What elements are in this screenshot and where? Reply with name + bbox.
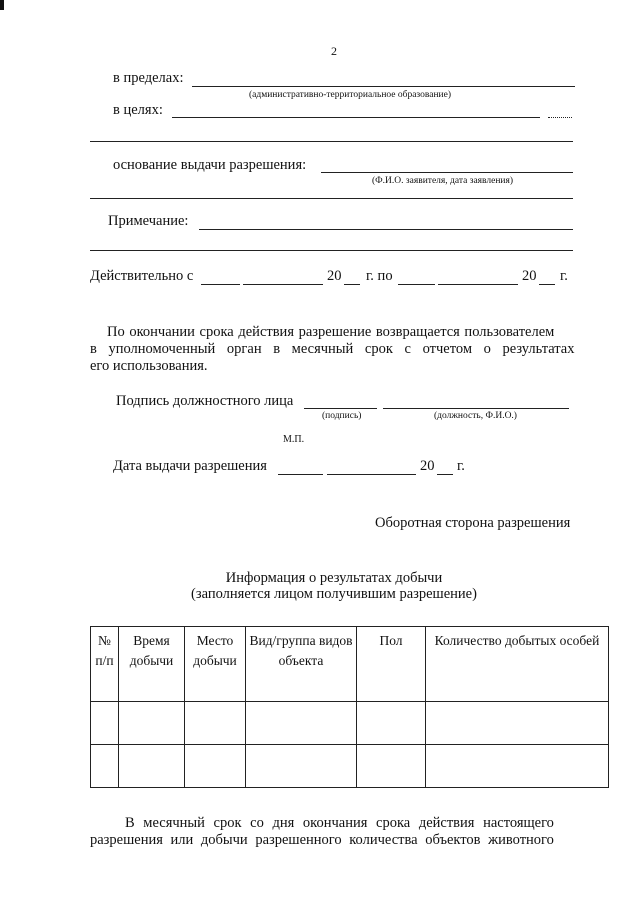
return-line-2: в уполномоченный орган в месячный срок с отчетом о результатах xyxy=(90,341,575,357)
info-title: Информация о результатах добычи xyxy=(225,570,443,586)
issue-year: 20 xyxy=(420,458,435,474)
table-cell[interactable] xyxy=(119,745,185,788)
signature-line xyxy=(304,408,377,409)
basis-line xyxy=(321,172,573,173)
note-label: Примечание: xyxy=(108,213,189,229)
valid-month-1-line xyxy=(243,284,323,285)
table-row xyxy=(91,745,609,788)
purpose-line-tail xyxy=(548,117,572,118)
purpose-label: в целях: xyxy=(113,102,163,118)
valid-g: г. xyxy=(560,268,568,284)
valid-from-label: Действительно с xyxy=(90,268,194,284)
header-sex: Пол xyxy=(357,627,426,702)
purpose-line-2 xyxy=(90,141,573,142)
issue-year-line xyxy=(437,474,453,475)
page-number: 2 xyxy=(331,44,337,58)
table-cell[interactable] xyxy=(119,702,185,745)
valid-to-label: г. по xyxy=(366,268,393,284)
table-cell[interactable] xyxy=(357,745,426,788)
valid-month-2-line xyxy=(438,284,518,285)
limits-caption: (административно-территориальное образование) xyxy=(249,90,452,100)
issue-g: г. xyxy=(457,458,465,474)
table-cell[interactable] xyxy=(426,745,609,788)
reverse-side-title: Оборотная сторона разрешения xyxy=(375,515,571,531)
table-cell[interactable] xyxy=(246,745,357,788)
issue-day-line xyxy=(278,474,323,475)
valid-year-1: 20 xyxy=(327,268,342,284)
return-line-1: По окончании срока действия разрешение возвращается пользователем xyxy=(107,324,555,340)
closing-line-2: разрешения или добычи разрешенного количества объектов животного xyxy=(90,832,554,848)
limits-line xyxy=(192,86,575,87)
table-cell[interactable] xyxy=(91,745,119,788)
results-table xyxy=(90,626,609,788)
table-header-row xyxy=(91,627,609,702)
info-subtitle: (заполняется лицом получившим разрешение) xyxy=(191,586,477,602)
limits-label: в пределах: xyxy=(113,70,184,86)
valid-year-2-line xyxy=(539,284,555,285)
signature-caption: (подпись) xyxy=(322,411,362,421)
table-cell[interactable] xyxy=(91,702,119,745)
closing-line-1: В месячный срок со дня окончания срока действия настоящего xyxy=(125,815,554,831)
position-caption: (должность, Ф.И.О.) xyxy=(434,411,517,421)
issue-date-label: Дата выдачи разрешения xyxy=(113,458,267,474)
table-cell[interactable] xyxy=(426,702,609,745)
header-species: Вид/группа видов объекта xyxy=(246,627,357,702)
return-line-3: его использования. xyxy=(90,358,208,374)
return-line-2-wrap xyxy=(90,341,580,358)
purpose-line xyxy=(172,117,540,118)
table-row xyxy=(91,702,609,745)
header-place: Место добычи xyxy=(185,627,246,702)
note-line xyxy=(199,229,573,230)
basis-label: основание выдачи разрешения: xyxy=(113,157,307,173)
scan-corner-mark xyxy=(0,0,4,10)
table-cell[interactable] xyxy=(185,702,246,745)
header-number: № п/п xyxy=(91,627,119,702)
basis-caption: (Ф.И.О. заявителя, дата заявления) xyxy=(372,176,514,186)
stamp-place: М.П. xyxy=(283,434,305,445)
valid-day-1-line xyxy=(201,284,240,285)
header-time: Время добычи xyxy=(119,627,185,702)
position-line xyxy=(383,408,569,409)
valid-year-1-line xyxy=(344,284,360,285)
table-cell[interactable] xyxy=(357,702,426,745)
note-line-2 xyxy=(90,250,573,251)
signature-label: Подпись должностного лица xyxy=(116,393,294,409)
valid-year-2: 20 xyxy=(522,268,537,284)
issue-month-line xyxy=(327,474,416,475)
header-count: Количество добытых особей xyxy=(426,627,609,702)
table-cell[interactable] xyxy=(246,702,357,745)
basis-line-2 xyxy=(90,198,573,199)
table-cell[interactable] xyxy=(185,745,246,788)
valid-day-2-line xyxy=(398,284,435,285)
